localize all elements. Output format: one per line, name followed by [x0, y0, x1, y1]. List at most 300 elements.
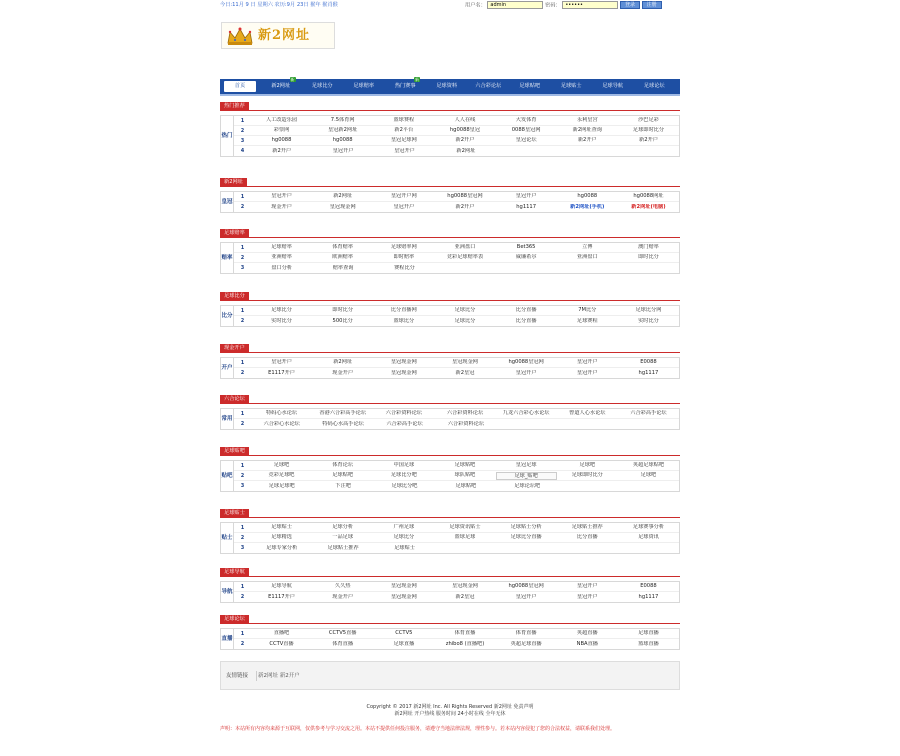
site-link[interactable]: 足球比分	[454, 317, 476, 324]
row-number: 1	[240, 524, 245, 531]
section-side-label: 导航	[221, 582, 234, 602]
site-link[interactable]: 人人在线	[454, 117, 476, 124]
nav-item-label: 首页	[234, 83, 246, 89]
site-link[interactable]: 足球比分	[454, 307, 476, 314]
nav-item[interactable]	[224, 81, 256, 92]
section-title[interactable]: 新2网址	[220, 178, 247, 187]
row-number: 3	[240, 483, 245, 489]
section-title[interactable]: 现金开户	[220, 344, 249, 353]
section-title[interactable]: 足球论坛	[220, 615, 249, 624]
divider	[256, 671, 257, 681]
link-row	[234, 316, 679, 326]
link-section	[220, 447, 680, 492]
link-row	[234, 639, 679, 649]
new-badge: 新	[415, 77, 419, 83]
nav-item[interactable]	[468, 83, 510, 89]
site-link[interactable]: 皇冠开户	[394, 147, 415, 154]
site-link[interactable]: Bet365	[516, 244, 536, 251]
site-link[interactable]: 即时比分	[332, 307, 354, 314]
row-number: 1	[240, 583, 245, 590]
site-link[interactable]: 六合彩资料论坛	[446, 410, 484, 417]
section-side-label: 开户	[221, 358, 234, 378]
site-link[interactable]: 新2开户	[455, 137, 475, 144]
section-body	[220, 522, 680, 554]
row-number: 1	[240, 462, 245, 469]
section-side-label: 贴吧	[221, 461, 234, 491]
site-link[interactable]: 体育直播	[332, 640, 354, 647]
section-side-label: 直播	[221, 629, 234, 649]
site-link[interactable]: 欧洲赔率	[332, 254, 354, 261]
site-link[interactable]: 篮球足球	[454, 534, 476, 541]
site-link[interactable]: 新2网址	[456, 147, 476, 154]
section-header	[220, 615, 680, 624]
site-link[interactable]: 足球资讯	[638, 534, 659, 541]
site-link[interactable]: 足球直播	[638, 630, 659, 637]
nav-item[interactable]	[551, 83, 593, 89]
link-row	[234, 116, 679, 126]
link-row	[234, 409, 679, 419]
site-link[interactable]: 一品足球	[332, 534, 354, 541]
nav-item[interactable]	[509, 83, 551, 89]
link-row	[234, 263, 679, 273]
site-link[interactable]: 皇冠论坛	[515, 137, 537, 144]
top-bar	[220, 0, 680, 11]
copyright: Copyright © 2017 新2网址 Inc. All Rights Reserved 新2网址 免责声明	[366, 704, 534, 710]
site-link[interactable]: 英超直播	[576, 630, 598, 637]
site-link[interactable]: 英超足球直播	[510, 640, 542, 647]
nav-item-label: 新2网址	[271, 83, 291, 90]
section-title[interactable]: 六合论坛	[220, 395, 249, 404]
link-row	[234, 533, 679, 543]
site-link[interactable]: 六合彩心水论坛	[263, 420, 300, 427]
row-number: 2	[240, 594, 245, 600]
site-link[interactable]: 足球比分	[271, 307, 292, 314]
site-link[interactable]: hg1117	[516, 203, 537, 210]
section-header	[220, 102, 680, 111]
site-link[interactable]: 新2网址	[333, 193, 353, 200]
row-number: 2	[240, 641, 245, 647]
site-link[interactable]: 皇冠足球	[515, 462, 537, 469]
site-link[interactable]: 7M比分	[578, 307, 597, 314]
section-body	[220, 460, 680, 492]
site-link[interactable]: 新2网址(手机)	[570, 203, 605, 210]
site-link[interactable]: 足球精选	[271, 534, 292, 541]
site-link[interactable]: 亚洲赔率	[271, 254, 292, 261]
nav-item-label: 足球比分	[311, 83, 333, 90]
site-link[interactable]: 皇冠开户	[271, 193, 292, 200]
row-number: 3	[240, 545, 245, 551]
row-number: 1	[240, 630, 245, 637]
nav-item[interactable]	[634, 83, 676, 89]
nav-item[interactable]	[385, 77, 427, 90]
logo-text: 新2网址	[258, 28, 311, 43]
site-link[interactable]: 皇冠开户	[393, 203, 415, 210]
section-header	[220, 447, 680, 456]
site-link[interactable]: 新2皇冠	[455, 369, 475, 376]
link-row	[234, 629, 679, 639]
site-link[interactable]: 永利皇宫	[576, 117, 598, 124]
register-button[interactable]: 注册	[642, 1, 662, 9]
section-header	[220, 292, 680, 301]
site-link[interactable]: 体育赔率	[332, 244, 354, 251]
link-section	[220, 509, 680, 554]
site-link[interactable]: 即时赔率	[393, 254, 415, 261]
link-row	[234, 126, 679, 136]
site-link[interactable]: 皇冠新2网址	[328, 127, 358, 134]
site-link[interactable]: 足球即时比分	[571, 472, 603, 479]
site-link[interactable]: 新2平台	[394, 127, 414, 134]
site-link[interactable]: hg0088皇冠网	[447, 193, 483, 200]
site-link[interactable]: 六合彩资料论坛	[447, 420, 485, 427]
site-link[interactable]: E0088	[640, 359, 657, 366]
site-link[interactable]: 新2开户	[639, 137, 658, 144]
nav-item[interactable]	[343, 83, 385, 89]
row-number: 1	[240, 117, 245, 124]
row-number: 2	[240, 318, 245, 324]
site-link[interactable]: 篮球比分	[393, 317, 415, 324]
site-link[interactable]: E1117开户	[268, 369, 295, 376]
site-link[interactable]: 新2开户	[577, 137, 597, 144]
site-link[interactable]: hg1117	[638, 593, 659, 600]
section-body	[220, 242, 680, 274]
site-link[interactable]: 0088皇冠网	[511, 127, 541, 134]
site-link[interactable]: 皇冠开户	[515, 369, 537, 376]
site-link[interactable]: hg0088	[332, 137, 353, 144]
link-row	[234, 543, 679, 553]
site-link[interactable]: 亚洲盘口	[454, 244, 476, 251]
site-link[interactable]: CCTV直播	[269, 640, 294, 647]
link-row	[234, 471, 679, 481]
site-link[interactable]: hg0088皇冠网	[508, 359, 544, 366]
site-link[interactable]: 足球贴士	[394, 544, 415, 551]
site-link[interactable]: 竞彩足球赔率表	[446, 254, 484, 261]
section-title[interactable]: 足球导航	[220, 568, 249, 577]
site-link[interactable]: 足球即时比分	[632, 127, 665, 134]
friend-links	[220, 661, 680, 690]
site-link[interactable]: 新2网址(电脑)	[631, 203, 666, 210]
row-number: 2	[240, 370, 245, 376]
site-link[interactable]: 六合彩高手论坛	[386, 420, 423, 427]
nav-item[interactable]	[592, 83, 634, 89]
nav-item-label: 热门赛事	[394, 83, 416, 90]
site-link[interactable]: 特码心水论坛	[265, 410, 298, 417]
site-link[interactable]: hg1117	[638, 369, 659, 376]
section-side-label: 比分	[221, 306, 234, 326]
site-link[interactable]: 足球比分直播	[510, 534, 542, 541]
site-link[interactable]: 足球贴士推荐	[571, 524, 603, 531]
site-link[interactable]: 英超足球贴吧	[632, 462, 665, 469]
site-link[interactable]: 皇冠开户	[515, 193, 537, 200]
footer-info: 新2网址 开户热线 服务时间 24小时在线 全年无休	[394, 711, 506, 717]
site-link[interactable]: 六合彩高手论坛	[630, 410, 667, 417]
site-link[interactable]: 足球赛程	[576, 317, 598, 324]
site-link[interactable]: E0088	[640, 583, 657, 590]
site-link[interactable]: 实时比分	[271, 317, 292, 324]
link-section	[220, 344, 680, 379]
site-link[interactable]: 现金开户	[332, 593, 354, 600]
site-link[interactable]: 足球比分	[393, 534, 415, 541]
link-section	[220, 292, 680, 327]
section-header	[220, 395, 680, 404]
site-link[interactable]: 彩票网	[273, 127, 290, 134]
section-header	[220, 229, 680, 238]
site-link[interactable]: 7.5体育网	[330, 117, 355, 124]
password-input[interactable]	[562, 1, 618, 9]
site-link[interactable]: 足球_贴吧	[496, 472, 557, 480]
site-link[interactable]: 皇冠开户	[576, 359, 598, 366]
nav-item-label: 足球论坛	[643, 83, 665, 90]
section-body	[220, 408, 680, 430]
site-link[interactable]: 皇冠现金网	[452, 583, 478, 590]
link-row	[234, 358, 679, 368]
section-body	[220, 357, 680, 379]
site-link[interactable]: 威廉希尔	[515, 254, 537, 261]
site-link[interactable]: 篮球直播	[638, 640, 659, 647]
nav-item-label: 足球赔率	[353, 83, 375, 90]
site-link[interactable]: 比分直播	[576, 534, 598, 541]
site-link[interactable]: 沙巴足彩	[638, 117, 659, 124]
site-link[interactable]: 500比分	[332, 317, 353, 324]
site-link[interactable]: 皇冠现金网	[390, 369, 417, 376]
username-label: 用户名：	[465, 2, 486, 9]
site-link[interactable]: 新2皇冠	[455, 593, 475, 600]
site-link[interactable]: 足球直播	[393, 640, 415, 647]
site-link[interactable]: 广州足球	[393, 524, 415, 531]
site-link[interactable]: 皇冠现金网	[390, 593, 417, 600]
link-row	[234, 481, 679, 491]
site-link[interactable]: 大发体育	[515, 117, 537, 124]
site-link[interactable]: 足球资讯贴士	[449, 524, 481, 531]
link-section	[220, 568, 680, 603]
site-link[interactable]: CCTV5直播	[328, 630, 357, 637]
site-link[interactable]: 新2开户	[272, 147, 292, 154]
site-link[interactable]: 中国足球	[393, 462, 415, 469]
site-link[interactable]: 皇冠开户网	[390, 193, 417, 200]
site-link[interactable]: 比分直播	[515, 307, 537, 314]
section-side-label: 常用	[221, 409, 234, 429]
site-link[interactable]: 足球贴吧	[454, 462, 476, 469]
link-section	[220, 229, 680, 274]
new-badge: 新	[290, 77, 295, 83]
site-link[interactable]: 球队贴吧	[454, 472, 476, 479]
site-link[interactable]: 现金开户	[271, 203, 292, 210]
site-link[interactable]: 足球赛事分析	[632, 524, 665, 531]
date-text: 今日:11月 9 日 星期六 农历:9月 23日 猴年 猴肖猴	[220, 2, 338, 8]
site-link[interactable]: 足球贴士	[271, 524, 292, 531]
site-link[interactable]: hg0088	[577, 193, 598, 200]
section-title[interactable]: 热门推荐	[220, 102, 249, 111]
site-link[interactable]: 足球贴吧	[455, 482, 477, 489]
site-link[interactable]: hg0088网址	[633, 193, 664, 200]
nav-item-label: 足球贴士	[560, 83, 582, 90]
site-link[interactable]: 皇冠现金网	[390, 583, 417, 590]
section-body	[220, 191, 680, 213]
site-link[interactable]: 新2开户	[455, 203, 475, 210]
site-logo[interactable]	[221, 22, 335, 49]
site-link[interactable]: 比分直播网	[390, 307, 417, 314]
site-link[interactable]: CCTV5	[395, 630, 413, 637]
link-section	[220, 615, 680, 650]
site-link[interactable]: 足球赔率网	[390, 244, 417, 251]
site-link[interactable]: 足球贴士分析	[510, 524, 542, 531]
link-row	[234, 136, 679, 146]
crown-icon	[226, 27, 254, 46]
login-form	[465, 1, 662, 9]
section-body	[220, 628, 680, 650]
section-title[interactable]: 足球贴吧	[220, 447, 249, 456]
link-row	[234, 146, 679, 156]
site-link[interactable]: 新2网址查询	[572, 127, 602, 134]
username-input[interactable]	[487, 1, 543, 9]
row-number: 1	[240, 307, 245, 314]
link-row	[234, 582, 679, 592]
row-number: 2	[240, 127, 245, 134]
site-link[interactable]: 皇冠现金网	[329, 203, 356, 210]
row-number: 2	[240, 204, 245, 210]
site-link[interactable]: hg0088	[271, 137, 292, 144]
site-link[interactable]: 足球贴士推荐	[327, 544, 359, 551]
link-section	[220, 102, 680, 157]
site-link[interactable]: zhibo8 (直播吧)	[445, 640, 485, 647]
section-title[interactable]: 足球赔率	[220, 229, 249, 238]
site-link[interactable]: 即时比分	[638, 254, 659, 261]
site-link[interactable]: 九龙六合彩心水论坛	[502, 410, 550, 417]
section-header	[220, 568, 680, 577]
site-link[interactable]: E1117开户	[268, 593, 295, 600]
site-link[interactable]: 足球导航	[271, 583, 292, 590]
site-link[interactable]: 比分直播	[515, 317, 537, 324]
site-link[interactable]: 足球吧	[273, 462, 290, 469]
site-link[interactable]: 皇冠足球网	[390, 137, 417, 144]
site-link[interactable]: 皇冠开户	[576, 369, 598, 376]
row-number: 2	[240, 534, 245, 541]
site-link[interactable]: 体育论坛	[332, 462, 354, 469]
link-row	[234, 306, 679, 316]
section-body	[220, 115, 680, 157]
site-link[interactable]: 亚洲盘口	[576, 254, 598, 261]
nav-item[interactable]	[302, 83, 344, 89]
site-link[interactable]: 澳门赔率	[638, 244, 659, 251]
site-link[interactable]: 足球吧	[640, 472, 657, 479]
site-link[interactable]: 足球吧	[579, 462, 596, 469]
friend-link[interactable]: 新2网址 新2开户	[258, 673, 300, 679]
row-number: 2	[240, 421, 245, 427]
nav-item-label: 六合彩论坛	[475, 83, 502, 90]
row-number: 1	[240, 410, 245, 417]
section-header	[220, 344, 680, 353]
link-row	[234, 192, 679, 202]
site-link[interactable]: 久久热	[334, 583, 351, 590]
site-link[interactable]: 人工改造乐园	[265, 117, 298, 124]
site-link[interactable]: 赛程比分	[394, 264, 415, 271]
site-link[interactable]: hg0088皇冠网	[508, 583, 544, 590]
section-body	[220, 305, 680, 327]
link-row	[234, 368, 679, 378]
link-row	[234, 253, 679, 263]
site-link[interactable]: 皇冠开户	[576, 593, 598, 600]
link-row	[234, 419, 679, 429]
site-link[interactable]: 体育直播	[454, 630, 476, 637]
link-row	[234, 523, 679, 533]
link-row	[234, 461, 679, 471]
site-link[interactable]: hg0088皇冠	[449, 127, 481, 134]
site-link[interactable]: 足球比分网	[635, 307, 662, 314]
site-link[interactable]: 新2网址	[333, 359, 353, 366]
site-link[interactable]: 足球分析	[332, 524, 354, 531]
site-link[interactable]: 皇冠开户	[271, 359, 292, 366]
site-link[interactable]: 曾道人心水论坛	[569, 410, 606, 417]
site-link[interactable]: 体育直播	[515, 630, 537, 637]
site-link[interactable]: 立博	[582, 244, 593, 251]
password-label: 密码：	[545, 2, 561, 9]
row-number: 2	[240, 472, 245, 479]
nav-item-label: 足球资料	[436, 83, 458, 90]
section-title[interactable]: 足球贴士	[220, 509, 249, 518]
nav-item[interactable]	[260, 77, 302, 90]
site-link[interactable]: 香港六合彩高手论坛	[319, 410, 367, 417]
section-side-label: 贴士	[221, 523, 234, 553]
row-number: 1	[240, 244, 245, 251]
site-link[interactable]: 足球论坛吧	[514, 482, 541, 489]
nav-item[interactable]	[426, 83, 468, 89]
link-section	[220, 395, 680, 430]
row-number: 2	[240, 254, 245, 261]
footer	[220, 704, 680, 718]
section-header	[220, 509, 680, 518]
site-link[interactable]: 现金开户	[332, 369, 354, 376]
site-link[interactable]: 皇冠现金网	[452, 359, 478, 366]
site-link[interactable]: 皇冠开户	[515, 593, 537, 600]
site-link[interactable]: 赔率查询	[332, 264, 354, 271]
site-link[interactable]: 足球贴吧	[332, 472, 354, 479]
section-title[interactable]: 足球比分	[220, 292, 249, 301]
site-link[interactable]: 盘口分析	[271, 264, 293, 271]
friend-links-label: 友情链接	[226, 673, 249, 679]
disclaimer: 声明：本站所有内容均来源于互联网，仅供参考与学习交流之用。本站不提供任何投注服务，请遵守当地法律法规，理性参与。若本站内容侵犯了您的合法权益，请联系我们处理。	[220, 726, 616, 732]
site-link[interactable]: 六合彩资料论坛	[385, 410, 422, 417]
site-link[interactable]: 皇冠开户	[332, 147, 354, 154]
site-link[interactable]: 竞彩足球吧	[268, 472, 295, 479]
site-link[interactable]: 实时比分	[638, 317, 659, 324]
link-row	[234, 202, 679, 212]
section-side-label: 赔率	[221, 243, 234, 273]
site-link[interactable]: 足球专家分析	[266, 544, 298, 551]
site-link[interactable]: 特码心水高手论坛	[322, 420, 364, 427]
site-link[interactable]: 下注吧	[335, 482, 351, 489]
section-side-label: 皇冠	[221, 192, 234, 212]
site-link[interactable]: 足球足球吧	[268, 482, 295, 489]
section-body	[220, 581, 680, 603]
site-link[interactable]: 直播吧	[273, 630, 290, 637]
site-link[interactable]: 足球赔率	[271, 244, 292, 251]
site-link[interactable]: 篮球赛程	[393, 117, 415, 124]
row-number: 3	[240, 137, 245, 144]
site-link[interactable]: 皇冠现金网	[390, 359, 417, 366]
row-number: 1	[240, 193, 245, 200]
row-number: 1	[240, 359, 245, 366]
site-link[interactable]: 皇冠开户	[576, 583, 598, 590]
site-link[interactable]: NBA直播	[576, 640, 598, 647]
link-row	[234, 592, 679, 602]
link-row	[234, 243, 679, 253]
site-link[interactable]: 足球比分吧	[391, 482, 418, 489]
login-button[interactable]: 登录	[620, 1, 640, 9]
section-side-label: 热门	[221, 116, 234, 156]
nav-item-label: 足球导航	[602, 83, 624, 90]
row-number: 3	[240, 265, 245, 271]
site-link[interactable]: 足球比分吧	[390, 472, 417, 479]
link-section	[220, 178, 680, 213]
